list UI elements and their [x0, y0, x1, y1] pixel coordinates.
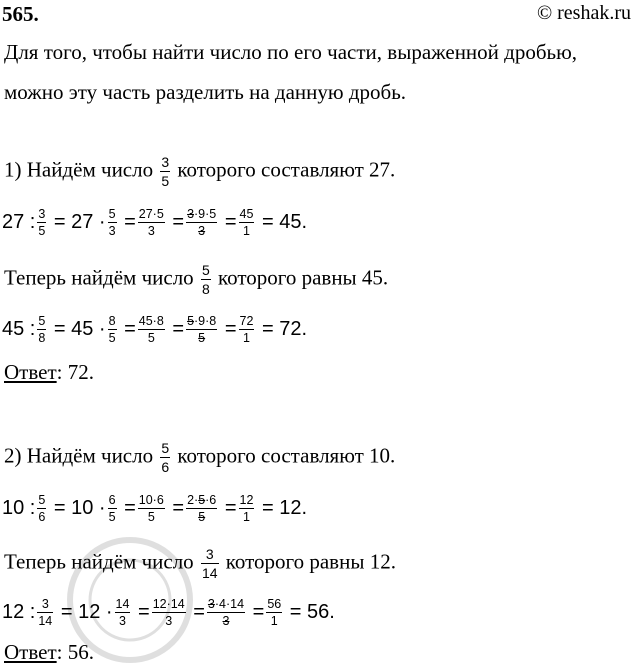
- part1-equation-1: 27 : $\frac{3}{5}$ = 27 · $\frac{5}{3}$ = $\frac{27\cdot 5}{3}$ = $\frac{3\cdot 9\cdot 5}{3}$ = $\frac{45}{1}$ = 45.: [2, 207, 308, 238]
- part2-equation-2: 12 : $\frac{3}{14}$ = 12 · $\frac{14}{3}$ = $\frac{12\cdot 14}{3}$ = $\frac{3\cdot 4\cdot 14}{3}$ = $\frac{56}{1}$ = 56.: [2, 597, 335, 628]
- part2-answer: Ответ: 56.: [4, 640, 94, 664]
- part2-statement: 2) Найдём число $\frac{5}{6}$ которого составляют 10.: [4, 440, 396, 475]
- part1-statement: 1) Найдём число $\frac{3}{5}$ которого составляют 27.: [4, 154, 396, 189]
- watermark-seal: [40, 520, 220, 670]
- part1-statement-2: Теперь найдём число $\frac{5}{8}$ которого равны 45.: [4, 262, 389, 297]
- fraction: $\frac{3}{5}$: [161, 154, 170, 189]
- site-credit: © reshak.ru: [536, 2, 631, 24]
- problem-number: 565.: [2, 2, 39, 26]
- part1-equation-2: 45 : $\frac{5}{8}$ = 45 · $\frac{8}{5}$ = $\frac{45\cdot 8}{5}$ = $\frac{5\cdot 9\cdot 8}{5}$ = $\frac{72}{1}$ = 72.: [2, 314, 308, 345]
- intro-line-2: можно эту часть разделить на данную дробь.: [4, 80, 407, 104]
- part2-equation-1: 10 : $\frac{5}{6}$ = 10 · $\frac{6}{5}$ = $\frac{10\cdot 6}{5}$ = $\frac{2\cdot 5\cdot 6}{5}$ = $\frac{12}{1}$ = 12.: [2, 493, 308, 524]
- part1-answer: Ответ: 72.: [4, 360, 94, 384]
- intro-line-1: Для того, чтобы найти число по его части, выраженной дробью,: [4, 40, 578, 64]
- part2-statement-2: Теперь найдём число $\frac{3}{14}$ которого равны 12.: [4, 546, 396, 581]
